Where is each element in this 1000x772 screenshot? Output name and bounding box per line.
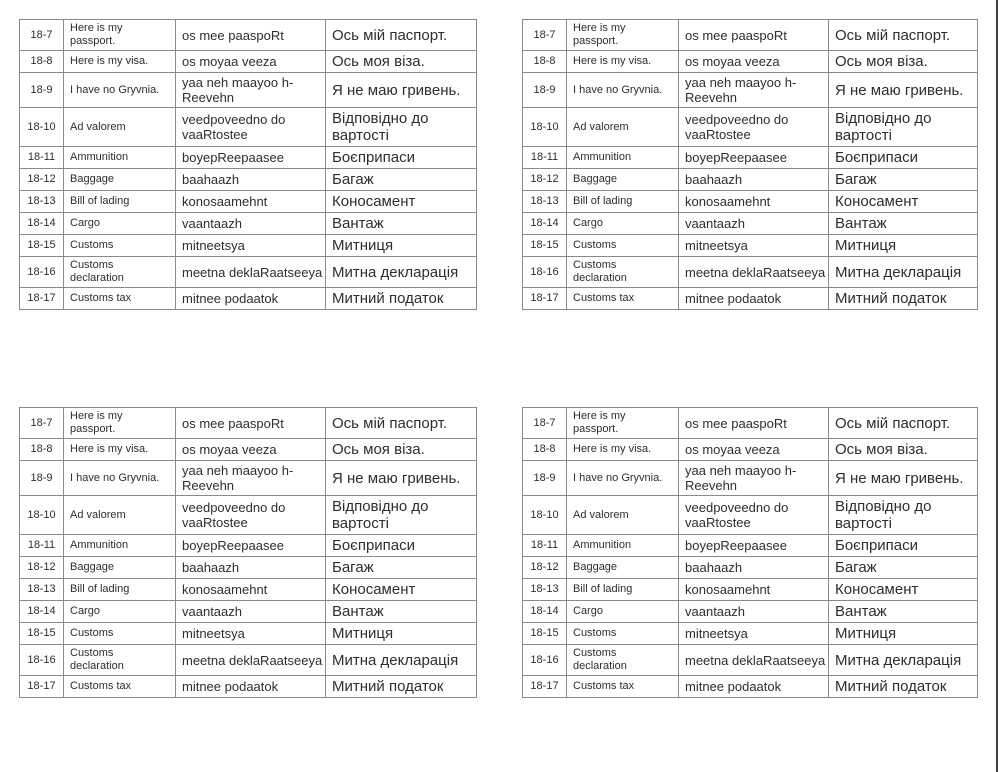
ukrainian-translation-cell: Боєприпаси xyxy=(326,535,477,557)
phrase-number-cell: 18-16 xyxy=(20,257,64,288)
phrase-number-cell: 18-8 xyxy=(523,439,567,461)
window-right-edge-line xyxy=(996,0,998,772)
english-phrase-cell: Customs declaration xyxy=(567,257,679,288)
table-row xyxy=(20,108,477,147)
phrase-number-cell: 18-14 xyxy=(20,213,64,235)
transliteration-cell: vaantaazh xyxy=(679,213,829,235)
english-phrase-cell: Customs declaration xyxy=(64,257,176,288)
english-phrase-cell: Baggage xyxy=(567,169,679,191)
ukrainian-translation-cell: Ось моя віза. xyxy=(326,51,477,73)
english-phrase-cell: Here is my visa. xyxy=(567,439,679,461)
english-phrase-cell: Baggage xyxy=(567,557,679,579)
ukrainian-translation-cell: Митниця xyxy=(829,235,978,257)
ukrainian-translation-cell: Митниця xyxy=(326,623,477,645)
ukrainian-translation-cell: Боєприпаси xyxy=(829,147,978,169)
table-row xyxy=(20,235,477,257)
transliteration-cell: veedpoveedno do vaaRtostee xyxy=(176,496,326,535)
english-phrase-cell: Ad valorem xyxy=(567,108,679,147)
transliteration-cell: vaantaazh xyxy=(176,601,326,623)
table-row xyxy=(523,73,978,108)
phrase-number-cell: 18-13 xyxy=(20,191,64,213)
table-row xyxy=(523,439,978,461)
ukrainian-translation-cell: Ось мій паспорт. xyxy=(829,20,978,51)
table-row xyxy=(20,645,477,676)
table-row xyxy=(20,496,477,535)
english-phrase-cell: Here is my passport. xyxy=(64,408,176,439)
phrase-number-cell: 18-7 xyxy=(523,408,567,439)
table-row xyxy=(20,257,477,288)
phrase-number-cell: 18-17 xyxy=(523,676,567,698)
english-phrase-cell: Customs tax xyxy=(64,288,176,310)
table-row xyxy=(523,191,978,213)
transliteration-cell: yaa neh maayoo h-Reevehn xyxy=(176,73,326,108)
ukrainian-translation-cell: Боєприпаси xyxy=(326,147,477,169)
phrase-number-cell: 18-14 xyxy=(20,601,64,623)
english-phrase-cell: Customs tax xyxy=(567,288,679,310)
english-phrase-cell: Customs tax xyxy=(567,676,679,698)
phrase-number-cell: 18-16 xyxy=(523,257,567,288)
transliteration-cell: boyepReepaasee xyxy=(176,147,326,169)
ukrainian-translation-cell: Митна декларація xyxy=(829,257,978,288)
transliteration-cell: veedpoveedno do vaaRtostee xyxy=(176,108,326,147)
table-row xyxy=(20,623,477,645)
transliteration-cell: os mee paaspoRt xyxy=(679,408,829,439)
phrase-number-cell: 18-9 xyxy=(20,73,64,108)
english-phrase-cell: Ad valorem xyxy=(64,496,176,535)
english-phrase-cell: Customs xyxy=(64,623,176,645)
phrase-number-cell: 18-12 xyxy=(523,557,567,579)
ukrainian-translation-cell: Багаж xyxy=(326,557,477,579)
phrase-number-cell: 18-14 xyxy=(523,601,567,623)
transliteration-cell: veedpoveedno do vaaRtostee xyxy=(679,108,829,147)
phrase-table-top-left xyxy=(19,19,477,310)
ukrainian-translation-cell: Боєприпаси xyxy=(829,535,978,557)
transliteration-cell: mitneetsya xyxy=(679,235,829,257)
english-phrase-cell: Customs xyxy=(567,623,679,645)
ukrainian-translation-cell: Ось моя віза. xyxy=(326,439,477,461)
phrase-number-cell: 18-12 xyxy=(20,557,64,579)
transliteration-cell: baahaazh xyxy=(176,557,326,579)
phrase-number-cell: 18-15 xyxy=(523,235,567,257)
ukrainian-translation-cell: Коносамент xyxy=(829,191,978,213)
phrase-number-cell: 18-11 xyxy=(20,535,64,557)
ukrainian-translation-cell: Ось моя віза. xyxy=(829,51,978,73)
phrase-table-bottom-left xyxy=(19,407,477,698)
phrase-number-cell: 18-10 xyxy=(20,496,64,535)
english-phrase-cell: Ammunition xyxy=(567,535,679,557)
table-row xyxy=(20,601,477,623)
english-phrase-cell: Here is my visa. xyxy=(64,51,176,73)
ukrainian-translation-cell: Багаж xyxy=(829,557,978,579)
table-row xyxy=(523,676,978,698)
english-phrase-cell: I have no Gryvnia. xyxy=(64,73,176,108)
table-row xyxy=(20,676,477,698)
english-phrase-cell: Cargo xyxy=(567,213,679,235)
phrase-number-cell: 18-17 xyxy=(523,288,567,310)
transliteration-cell: vaantaazh xyxy=(679,601,829,623)
table-row xyxy=(523,213,978,235)
transliteration-cell: meetna deklaRaatseeya xyxy=(176,257,326,288)
phrase-number-cell: 18-11 xyxy=(20,147,64,169)
transliteration-cell: os mee paaspoRt xyxy=(176,20,326,51)
table-row xyxy=(20,461,477,496)
phrase-table xyxy=(522,407,978,698)
english-phrase-cell: Customs xyxy=(64,235,176,257)
phrase-number-cell: 18-8 xyxy=(523,51,567,73)
transliteration-cell: mitnee podaatok xyxy=(176,288,326,310)
english-phrase-cell: Cargo xyxy=(64,213,176,235)
table-row xyxy=(523,20,978,51)
phrase-number-cell: 18-8 xyxy=(20,51,64,73)
english-phrase-cell: Customs xyxy=(567,235,679,257)
table-row xyxy=(523,496,978,535)
transliteration-cell: os mee paaspoRt xyxy=(679,20,829,51)
phrase-number-cell: 18-17 xyxy=(20,288,64,310)
english-phrase-cell: Customs tax xyxy=(64,676,176,698)
phrase-number-cell: 18-9 xyxy=(523,73,567,108)
phrase-number-cell: 18-7 xyxy=(523,20,567,51)
transliteration-cell: baahaazh xyxy=(679,169,829,191)
transliteration-cell: boyepReepaasee xyxy=(679,147,829,169)
transliteration-cell: boyepReepaasee xyxy=(176,535,326,557)
english-phrase-cell: Baggage xyxy=(64,557,176,579)
phrase-number-cell: 18-11 xyxy=(523,535,567,557)
phrase-number-cell: 18-15 xyxy=(20,235,64,257)
table-row xyxy=(523,235,978,257)
table-row xyxy=(523,288,978,310)
ukrainian-translation-cell: Коносамент xyxy=(326,191,477,213)
table-row xyxy=(20,51,477,73)
transliteration-cell: veedpoveedno do vaaRtostee xyxy=(679,496,829,535)
transliteration-cell: os moyaa veeza xyxy=(176,439,326,461)
english-phrase-cell: Here is my passport. xyxy=(567,20,679,51)
transliteration-cell: baahaazh xyxy=(176,169,326,191)
phrase-number-cell: 18-10 xyxy=(523,108,567,147)
english-phrase-cell: Bill of lading xyxy=(567,579,679,601)
table-row xyxy=(523,601,978,623)
table-row xyxy=(523,51,978,73)
english-phrase-cell: Bill of lading xyxy=(567,191,679,213)
phrase-table xyxy=(19,407,477,698)
english-phrase-cell: Here is my visa. xyxy=(64,439,176,461)
english-phrase-cell: Ammunition xyxy=(64,147,176,169)
ukrainian-translation-cell: Я не маю гривень. xyxy=(829,73,978,108)
english-phrase-cell: I have no Gryvnia. xyxy=(567,73,679,108)
phrase-number-cell: 18-12 xyxy=(523,169,567,191)
table-row xyxy=(20,169,477,191)
table-row xyxy=(523,169,978,191)
transliteration-cell: mitneetsya xyxy=(679,623,829,645)
english-phrase-cell: Cargo xyxy=(64,601,176,623)
ukrainian-translation-cell: Я не маю гривень. xyxy=(829,461,978,496)
phrase-number-cell: 18-16 xyxy=(523,645,567,676)
transliteration-cell: yaa neh maayoo h-Reevehn xyxy=(176,461,326,496)
table-row xyxy=(20,288,477,310)
transliteration-cell: os moyaa veeza xyxy=(679,51,829,73)
ukrainian-translation-cell: Вантаж xyxy=(326,601,477,623)
transliteration-cell: yaa neh maayoo h-Reevehn xyxy=(679,73,829,108)
table-row xyxy=(523,257,978,288)
ukrainian-translation-cell: Митний податок xyxy=(829,288,978,310)
ukrainian-translation-cell: Коносамент xyxy=(326,579,477,601)
ukrainian-translation-cell: Ось мій паспорт. xyxy=(326,20,477,51)
english-phrase-cell: Bill of lading xyxy=(64,191,176,213)
phrase-number-cell: 18-9 xyxy=(20,461,64,496)
ukrainian-translation-cell: Відповідно до вартості xyxy=(326,108,477,147)
table-row xyxy=(523,408,978,439)
transliteration-cell: os moyaa veeza xyxy=(679,439,829,461)
transliteration-cell: konosaamehnt xyxy=(176,579,326,601)
ukrainian-translation-cell: Митниця xyxy=(326,235,477,257)
transliteration-cell: mitnee podaatok xyxy=(679,676,829,698)
table-row xyxy=(523,535,978,557)
ukrainian-translation-cell: Митниця xyxy=(829,623,978,645)
phrase-number-cell: 18-15 xyxy=(20,623,64,645)
table-row xyxy=(523,147,978,169)
english-phrase-cell: Here is my passport. xyxy=(64,20,176,51)
ukrainian-translation-cell: Я не маю гривень. xyxy=(326,73,477,108)
phrase-number-cell: 18-13 xyxy=(523,191,567,213)
ukrainian-translation-cell: Митна декларація xyxy=(829,645,978,676)
transliteration-cell: konosaamehnt xyxy=(679,579,829,601)
phrase-number-cell: 18-11 xyxy=(523,147,567,169)
english-phrase-cell: Customs declaration xyxy=(64,645,176,676)
phrase-number-cell: 18-10 xyxy=(20,108,64,147)
ukrainian-translation-cell: Ось моя віза. xyxy=(829,439,978,461)
ukrainian-translation-cell: Ось мій паспорт. xyxy=(326,408,477,439)
english-phrase-cell: Ad valorem xyxy=(567,496,679,535)
ukrainian-translation-cell: Ось мій паспорт. xyxy=(829,408,978,439)
phrase-table-bottom-right xyxy=(522,407,978,698)
table-row xyxy=(523,579,978,601)
table-row xyxy=(20,579,477,601)
transliteration-cell: baahaazh xyxy=(679,557,829,579)
phrase-number-cell: 18-13 xyxy=(20,579,64,601)
phrase-number-cell: 18-7 xyxy=(20,20,64,51)
ukrainian-translation-cell: Вантаж xyxy=(829,213,978,235)
english-phrase-cell: Ammunition xyxy=(64,535,176,557)
transliteration-cell: meetna deklaRaatseeya xyxy=(679,257,829,288)
transliteration-cell: konosaamehnt xyxy=(176,191,326,213)
transliteration-cell: boyepReepaasee xyxy=(679,535,829,557)
ukrainian-translation-cell: Вантаж xyxy=(326,213,477,235)
ukrainian-translation-cell: Митна декларація xyxy=(326,645,477,676)
ukrainian-translation-cell: Митний податок xyxy=(326,676,477,698)
phrase-number-cell: 18-8 xyxy=(20,439,64,461)
ukrainian-translation-cell: Вантаж xyxy=(829,601,978,623)
english-phrase-cell: Bill of lading xyxy=(64,579,176,601)
table-row xyxy=(20,557,477,579)
ukrainian-translation-cell: Коносамент xyxy=(829,579,978,601)
phrase-number-cell: 18-16 xyxy=(20,645,64,676)
phrase-number-cell: 18-17 xyxy=(20,676,64,698)
transliteration-cell: meetna deklaRaatseeya xyxy=(176,645,326,676)
phrase-table-top-right xyxy=(522,19,978,310)
table-row xyxy=(20,191,477,213)
phrase-number-cell: 18-14 xyxy=(523,213,567,235)
table-row xyxy=(523,645,978,676)
english-phrase-cell: Cargo xyxy=(567,601,679,623)
transliteration-cell: yaa neh maayoo h-Reevehn xyxy=(679,461,829,496)
phrase-number-cell: 18-13 xyxy=(523,579,567,601)
english-phrase-cell: Ammunition xyxy=(567,147,679,169)
ukrainian-translation-cell: Відповідно до вартості xyxy=(829,108,978,147)
ukrainian-translation-cell: Митний податок xyxy=(326,288,477,310)
transliteration-cell: meetna deklaRaatseeya xyxy=(679,645,829,676)
transliteration-cell: mitneetsya xyxy=(176,235,326,257)
phrase-number-cell: 18-7 xyxy=(20,408,64,439)
table-row xyxy=(523,108,978,147)
transliteration-cell: konosaamehnt xyxy=(679,191,829,213)
ukrainian-translation-cell: Митна декларація xyxy=(326,257,477,288)
table-row xyxy=(523,557,978,579)
table-row xyxy=(523,461,978,496)
table-row xyxy=(20,73,477,108)
table-row xyxy=(20,535,477,557)
transliteration-cell: os moyaa veeza xyxy=(176,51,326,73)
table-row xyxy=(20,439,477,461)
transliteration-cell: vaantaazh xyxy=(176,213,326,235)
ukrainian-translation-cell: Багаж xyxy=(829,169,978,191)
ukrainian-translation-cell: Я не маю гривень. xyxy=(326,461,477,496)
english-phrase-cell: I have no Gryvnia. xyxy=(64,461,176,496)
english-phrase-cell: Customs declaration xyxy=(567,645,679,676)
transliteration-cell: mitnee podaatok xyxy=(176,676,326,698)
table-row xyxy=(523,623,978,645)
ukrainian-translation-cell: Відповідно до вартості xyxy=(829,496,978,535)
transliteration-cell: mitneetsya xyxy=(176,623,326,645)
english-phrase-cell: Here is my visa. xyxy=(567,51,679,73)
table-row xyxy=(20,408,477,439)
phrase-table xyxy=(19,19,477,310)
phrase-number-cell: 18-15 xyxy=(523,623,567,645)
phrase-number-cell: 18-12 xyxy=(20,169,64,191)
english-phrase-cell: Ad valorem xyxy=(64,108,176,147)
english-phrase-cell: I have no Gryvnia. xyxy=(567,461,679,496)
table-row xyxy=(20,147,477,169)
phrase-number-cell: 18-10 xyxy=(523,496,567,535)
transliteration-cell: os mee paaspoRt xyxy=(176,408,326,439)
ukrainian-translation-cell: Багаж xyxy=(326,169,477,191)
ukrainian-translation-cell: Відповідно до вартості xyxy=(326,496,477,535)
phrase-table xyxy=(522,19,978,310)
english-phrase-cell: Baggage xyxy=(64,169,176,191)
transliteration-cell: mitnee podaatok xyxy=(679,288,829,310)
table-row xyxy=(20,20,477,51)
english-phrase-cell: Here is my passport. xyxy=(567,408,679,439)
table-row xyxy=(20,213,477,235)
ukrainian-translation-cell: Митний податок xyxy=(829,676,978,698)
phrase-number-cell: 18-9 xyxy=(523,461,567,496)
